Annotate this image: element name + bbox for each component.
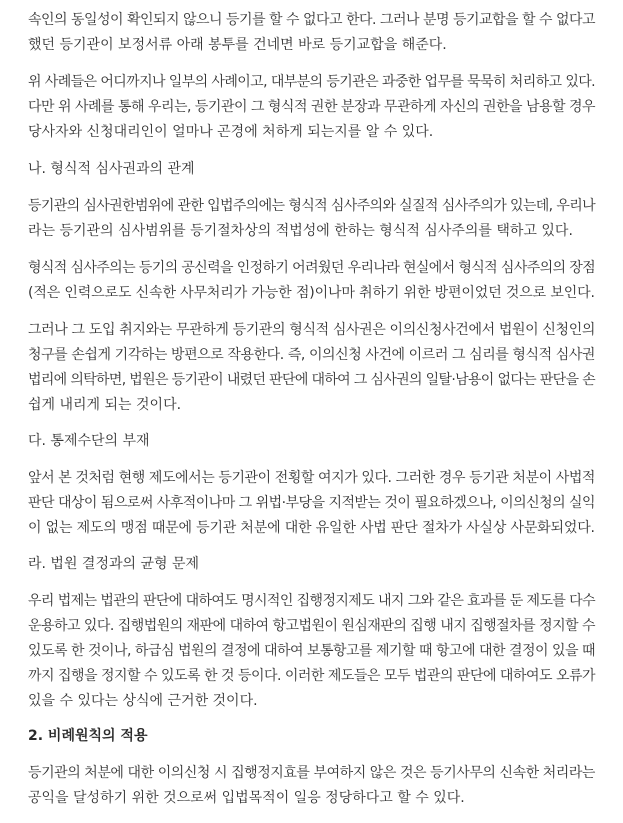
text-line: 당사자와 신청대리인이 얼마나 곤경에 처하게 되는지를 알 수 있다. xyxy=(28,124,434,140)
text-line: 있도록 한 것이나, 하급심 법원의 결정에 대하여 보통항고를 제기할 때 항고에 대한 결정이 있을 때 xyxy=(28,643,595,659)
text-line: 속인의 동일성이 확인되지 않으니 등기를 할 수 없다고 한다. 그러나 분명 등기교합을 할 수 없다고 xyxy=(28,12,595,28)
section-heading: 나. 형식적 심사권과의 관계 xyxy=(28,161,195,177)
text-line: 쉽게 내리게 되는 것이다. xyxy=(28,397,182,413)
section-heading: 라. 법원 결정과의 균형 문제 xyxy=(28,556,200,572)
text-line: 그러나 그 도입 취지와는 무관하게 등기관의 형식적 심사권은 이의신청사건에서 법원이 신청인의 xyxy=(28,322,595,338)
text-line: 등기관의 처분에 대한 이의신청 시 집행정지효를 부여하지 않은 것은 등기사무의 신속한 처리라는 xyxy=(28,765,595,781)
text-line: 운용하고 있다. 집행법원의 재판에 대하여 항고법원이 원심재판의 집행 내지 집행절차를 정지할 수 xyxy=(28,618,595,634)
paragraph xyxy=(28,256,595,306)
paragraph xyxy=(28,466,595,541)
paragraph xyxy=(28,589,595,714)
text-line: 공익을 달성하기 위한 것으로써 입법목적이 일응 정당하다고 할 수 있다. xyxy=(28,790,465,806)
paragraph xyxy=(28,761,595,811)
text-line: 청구를 손쉽게 기각하는 방편으로 작용한다. 즉, 이의신청 사건에 이르러 그 심리를 형식적 심사권 xyxy=(28,347,595,363)
paragraph xyxy=(28,70,595,145)
text-line: 이 없는 제도의 맹점 때문에 등기관 처분에 대한 유일한 사법 판단 절차가 사실상 사문화되었다. xyxy=(28,520,595,536)
text-line: 까지 집행을 정지할 수 있도록 한 것 등이다. 이러한 제도들은 모두 법관의 판단에 대하여도 오류가 xyxy=(28,668,595,684)
text-line: 라는 등기관의 심사범위를 등기절차상의 적법성에 한하는 형식적 심사주의를 택하고 있다. xyxy=(28,223,573,239)
text-line: 법리에 의탁하면, 법원은 등기관이 내렸던 판단에 대하여 그 심사권의 일탈·남용이 없다는 판단을 손 xyxy=(28,372,595,388)
paragraph xyxy=(28,8,595,58)
text-line: (적은 인력으로도 신속한 사무처리가 가능한 점)이나마 취하기 위한 방편이었던 것으로 보인다. xyxy=(28,285,595,301)
text-line: 앞서 본 것처럼 현행 제도에서는 등기관이 전횡할 여지가 있다. 그러한 경우 등기관 처분이 사법적 xyxy=(28,470,595,486)
text-line: 판단 대상이 됨으로써 사후적이나마 그 위법·부당을 지적받는 것이 필요하겠으나, 이의신청의 실익 xyxy=(28,495,595,511)
paragraph xyxy=(28,318,595,418)
text-line: 위 사례들은 어디까지나 일부의 사례이고, 대부분의 등기관은 과중한 업무를 묵묵히 처리하고 있다. xyxy=(28,74,595,90)
paragraph xyxy=(28,194,595,244)
text-line: 했던 등기관이 보정서류 아래 봉투를 건네면 바로 등기교합을 해준다. xyxy=(28,37,447,53)
text-line: 형식적 심사주의는 등기의 공신력을 인정하기 어려웠던 우리나라 현실에서 형식적 심사주의의 장점 xyxy=(28,260,595,276)
text-line: 우리 법제는 법관의 판단에 대하여도 명시적인 집행정지제도 내지 그와 같은 효과를 둔 제도를 다수 xyxy=(28,593,595,609)
section-heading: 다. 통제수단의 부재 xyxy=(28,433,150,449)
text-line: 등기관의 심사권한범위에 관한 입법주의에는 형식적 심사주의와 실질적 심사주의가 있는데, 우리나 xyxy=(28,198,595,214)
text-line: 다만 위 사례를 통해 우리는, 등기관이 그 형식적 권한 분장과 무관하게 자신의 권한을 남용할 경우 xyxy=(28,99,595,115)
text-line: 있을 수 있다는 상식에 근거한 것이다. xyxy=(28,693,258,709)
section-heading-bold: 2. 비례원칙의 적용 xyxy=(28,728,148,744)
